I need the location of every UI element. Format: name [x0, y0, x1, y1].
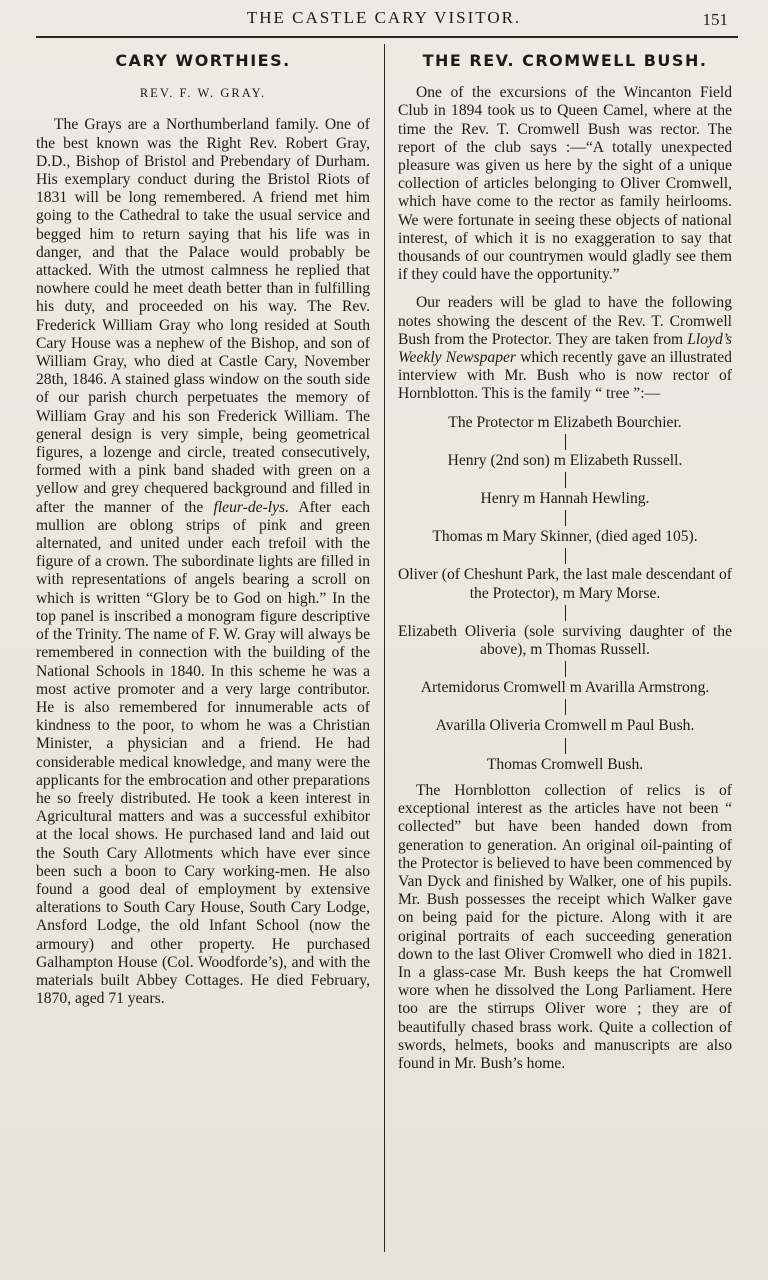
running-head	[0, 6, 768, 32]
left-paragraph-italic: fleur-de-lys.	[213, 498, 289, 516]
left-paragraph-text-a: The Grays are a Northumberland family. One of the best known was the Right Rev. Robert Gray, D.D., Bishop of Bristol and Prebendary of Durham. His exemplary conduct during the Bristol Riots of 1831 will be long remembered. A friend met him going to the Cathedral to take the usual service and begged him to return saying that his life was in danger, and that the Palace would probably be attacked. With the utmost calmness he replied that nowhere could he meet death better than in fulfilling his duty, and proceeded on his way. The Rev. Frederick William Gray who long resided at South Cary House was a nephew of the Bishop, and son of William Gray, who died at Castle Cary, November 28th, 1846. A stained glass window on the south side of our parish church perpetuates the memory of William Gray and his son Frederick William. The general design is very simple, being geometrical figures, a lozenge and circle, treated consecutively, formed with a pink band shaded with green on a yellow and grey chequered background and filled in after the manner of the	[36, 116, 370, 516]
tree-connector	[565, 434, 566, 450]
left-article-subheading: REV. F. W. GRAY.	[139, 86, 267, 101]
left-paragraph	[36, 116, 370, 1008]
column-divider	[384, 44, 385, 1252]
right-paragraph-2-text-b: which recently gave an illustrated interview with Mr. Bush who is now rector of Hornblotton. This is the family “ tree ”:—	[398, 349, 732, 403]
tree-connector	[565, 510, 566, 526]
left-article-heading: CARY WORTHIES.	[115, 51, 291, 70]
tree-connector	[565, 472, 566, 488]
family-tree	[398, 414, 732, 774]
tree-connector	[565, 548, 566, 564]
running-title: THE CASTLE CARY VISITOR.	[246, 8, 522, 27]
tree-node: Henry m Hannah Hewling.	[480, 490, 650, 508]
right-paragraph-2-italic: Lloyd’s Weekly Newspaper	[398, 330, 732, 367]
right-column	[398, 50, 732, 1250]
tree-node: Henry (2nd son) m Elizabeth Russell.	[447, 451, 683, 469]
left-column	[36, 50, 370, 1250]
tree-node: The Protector m Elizabeth Bourchier.	[448, 413, 682, 431]
right-paragraph-3: The Hornblotton collection of relics is of exceptional interest as the articles have not been “ collected” but have been handed down from generation to generation. An original oil-painting of the Protector is believed to have been commenced by Van Dyck and finished by Walker, one of his pupils. Mr. Bush possesses the receipt which Walker gave on being paid for the picture. Along with it are original portraits of each succeeding generation down to the last Oliver Cromwell who died in 1821. In a glass-case Mr. Bush keeps the hat Cromwell wore when he dissolved the Long Parliament. Here too are the stirrups Oliver wore ; they are of beautifully chased brass work. Quite a collection of swords, helmets, books and manuscripts are also found in Mr. Bush’s home.	[398, 781, 732, 1072]
tree-connector	[565, 738, 566, 754]
tree-node: Oliver (of Cheshunt Park, the last male descendant of the Protector), m Mary Morse.	[398, 566, 732, 602]
tree-node: Thomas m Mary Skinner, (died aged 105).	[432, 528, 698, 546]
right-paragraph-1: One of the excursions of the Wincanton Field Club in 1894 took us to Queen Camel, where at the time the Rev. T. Cromwell Bush was rector. The report of the club says :—“A totally unexpected pleasure was given us here by the sight of a unique collection of articles belonging to Oliver Cromwell, which have come to the rector as family heirlooms. We were fortunate in seeing these objects of national interest, of which it is no exaggeration to say that thousands of our countrymen would gladly see them if they could have the opportunity.”	[398, 84, 732, 284]
tree-node: Elizabeth Oliveria (sole surviving daughter of the above), m Thomas Russell.	[398, 622, 732, 659]
tree-node: Thomas Cromwell Bush.	[486, 755, 644, 773]
tree-connector	[565, 661, 566, 677]
left-paragraph-text-b: After each mullion are oblong strips of pink and green alternated, and united under each trefoil with the figure of a crown. The subordinate lights are filled in with representations of angels bearing a scroll on which is written “Glory be to God on high.” In the top panel is inscribed a monogram figure descriptive of the Trinity. The name of F. W. Gray will always be remembered in connection with the building of the National Schools in 1840. In this scheme he was a most active promoter and a very large contributor. He is also remembered for innumerable acts of kindness to the poor, to whom he was a Christian Minister, a physician and a friend. He had considerable medical knowledge, and many were the applicants for the embrocation and other preparations he so freely distributed. He took a keen interest in Agricultural matters and was a successful exhibitor at the local shows. He purchased land and laid out the South Cary Allotments which have ever since been such a boon to Cary working-men. He also found a good deal of employment by extensive alterations to South Cary House, South Cary Lodge, Ansford Lodge, the old Infant School (now the armoury) and other property. He purchased Galhampton House (Col. Woodforde’s), and with the materials built Abbey Cottages. He died February, 1870, aged 71 years.	[36, 498, 370, 1008]
right-paragraph-2	[398, 294, 732, 403]
page-number: 151	[702, 10, 728, 29]
tree-node: Artemidorus Cromwell m Avarilla Armstrong.	[420, 679, 710, 697]
right-article-heading: THE REV. CROMWELL BUSH.	[422, 51, 708, 70]
right-paragraph-2-text-a: Our readers will be glad to have the following notes showing the descent of the Rev. T. Cromwell Bush from the Protector. They are taken from	[398, 294, 732, 348]
tree-node: Avarilla Oliveria Cromwell m Paul Bush.	[435, 717, 695, 735]
tree-connector	[565, 605, 566, 621]
header-rule	[36, 36, 738, 38]
tree-connector	[565, 699, 566, 715]
